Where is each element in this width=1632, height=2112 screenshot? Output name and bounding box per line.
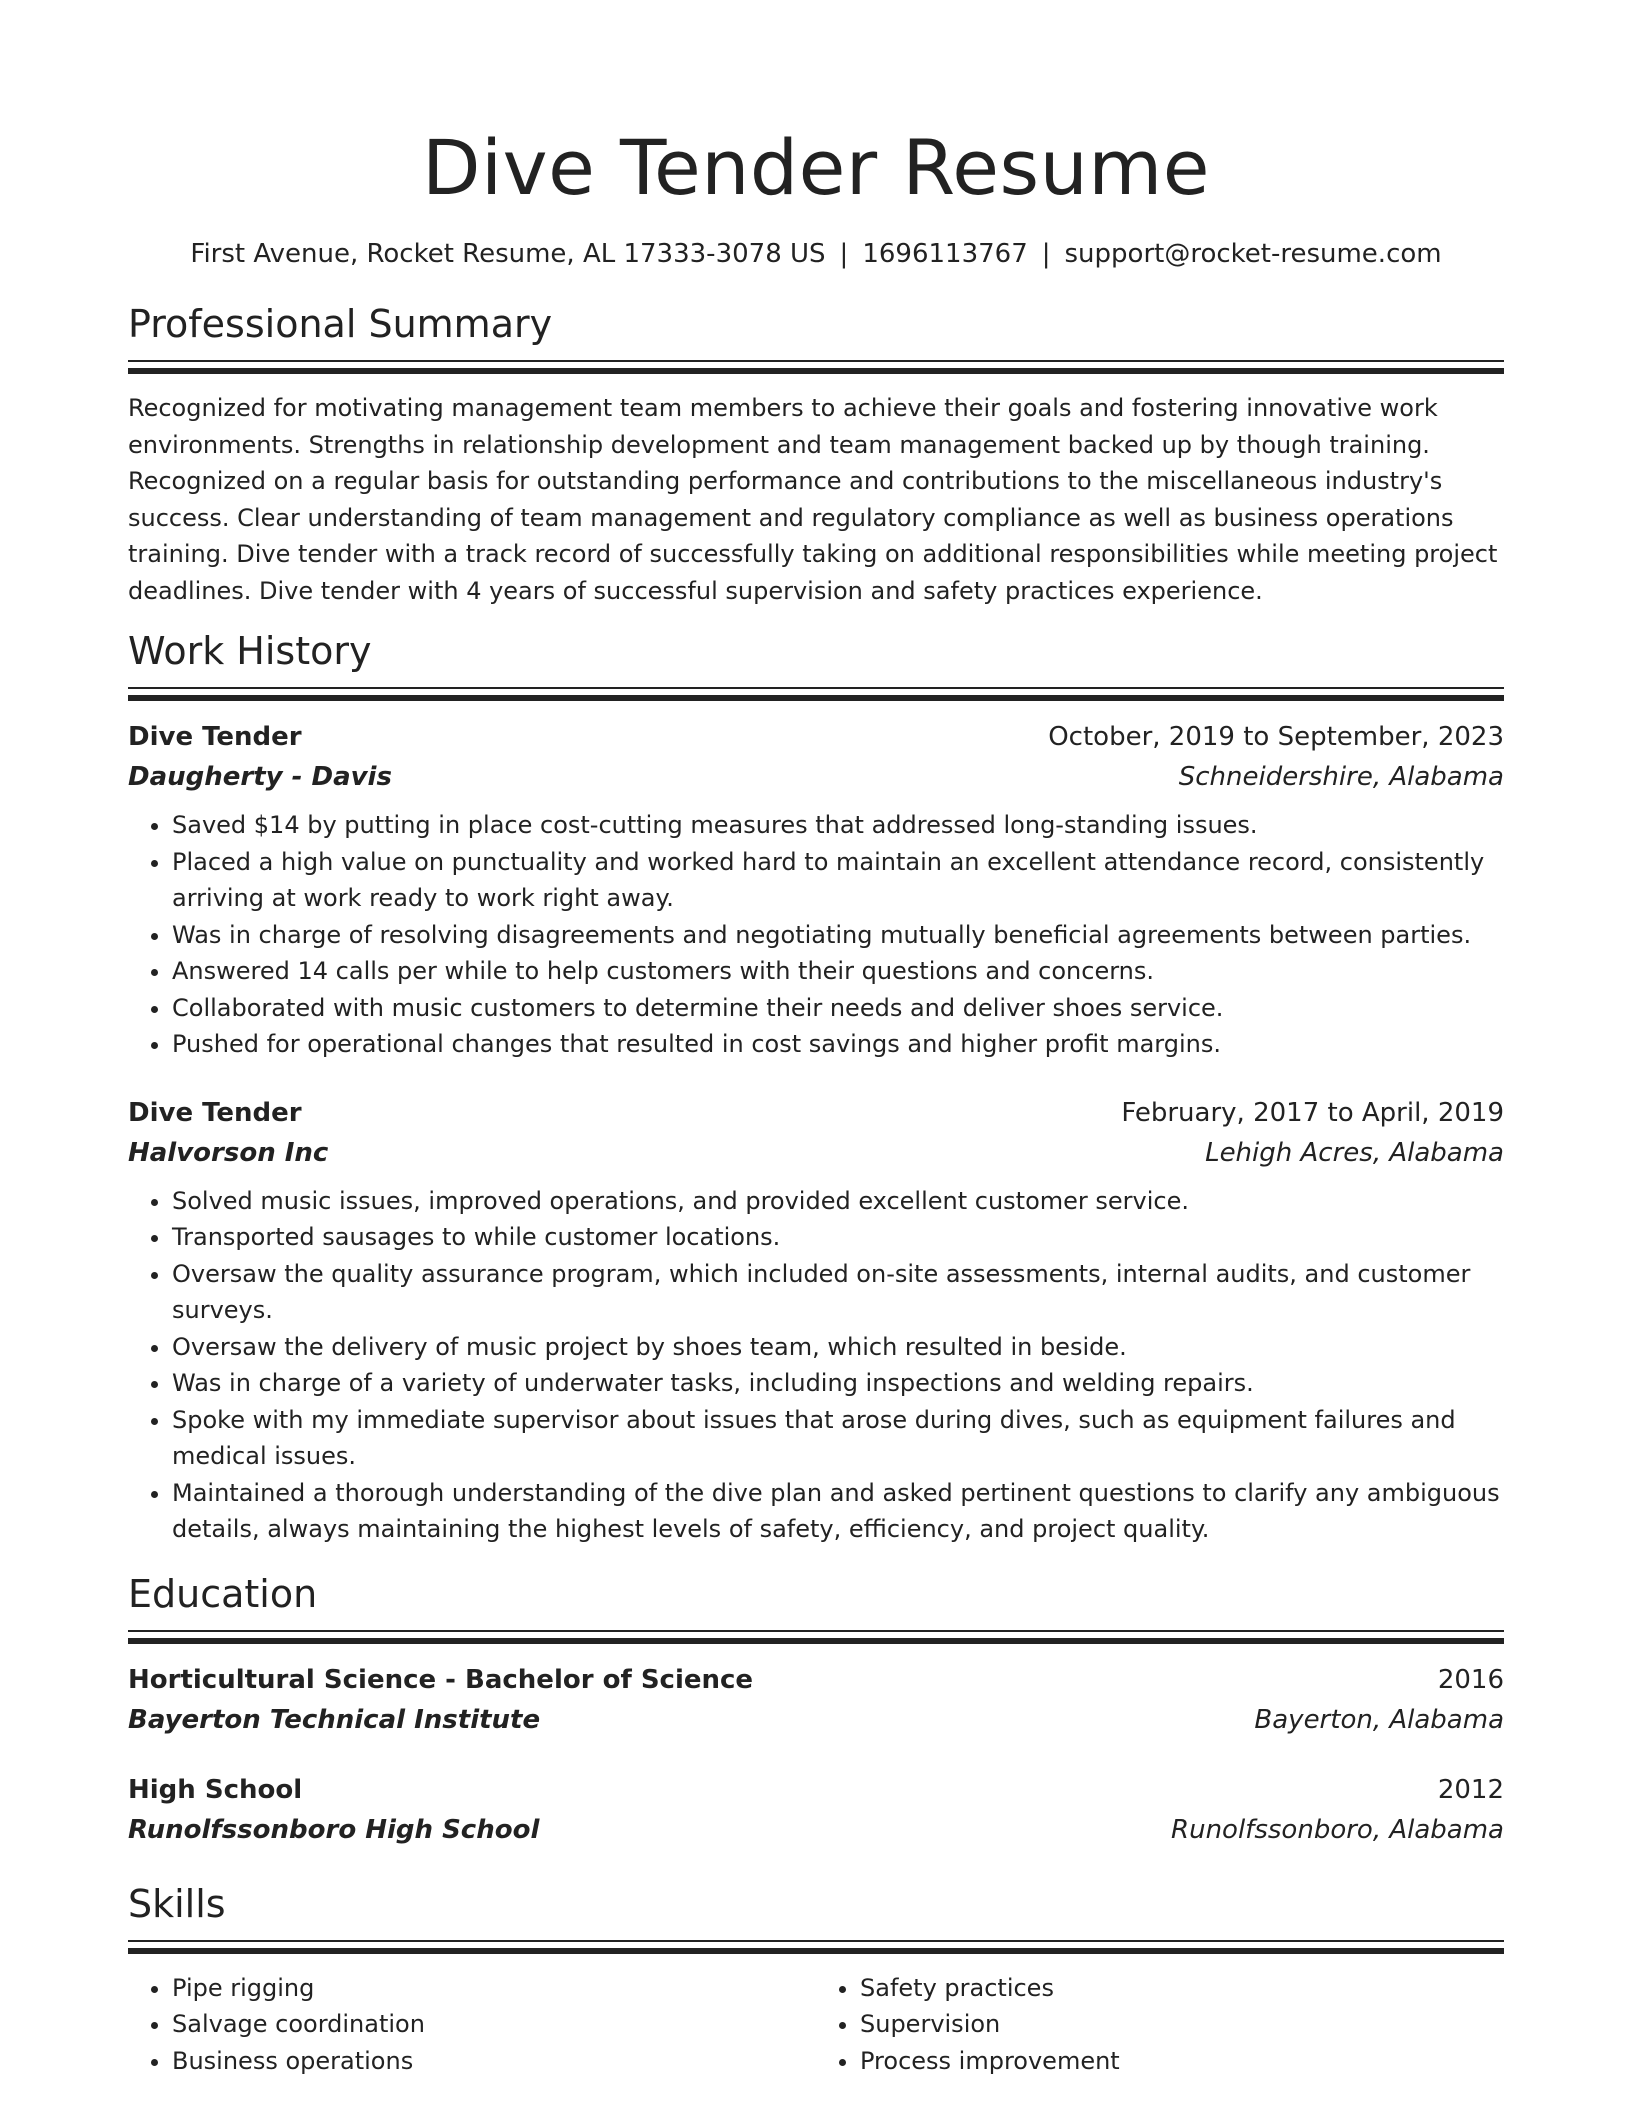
education-school: Runolfssonboro High School xyxy=(128,1814,540,1845)
skill-item: • Process improvement xyxy=(860,2043,1504,2080)
job-company: Daugherty - Davis xyxy=(128,762,392,792)
contact-separator: | xyxy=(839,239,849,269)
list-item: • Solved music issues, improved operations, and provided excellent customer service. xyxy=(172,1183,1504,1220)
education-year: 2016 xyxy=(1437,1664,1504,1695)
resume-page xyxy=(128,0,1504,2079)
education-subheader xyxy=(128,1810,1504,1850)
education-location: Runolfssonboro, Alabama xyxy=(1171,1814,1504,1845)
skill-item: • Business operations xyxy=(172,2043,816,2080)
list-item: • Transported sausages to while customer locations. xyxy=(172,1219,1504,1256)
job-header xyxy=(128,717,1504,757)
contact-phone: 1696113767 xyxy=(862,239,1028,269)
contact-address: First Avenue, Rocket Resume, AL 17333-3078 US xyxy=(190,239,826,269)
list-item: • Was in charge of a variety of underwater tasks, including inspections and welding repairs. xyxy=(172,1365,1504,1402)
education-degree: Horticultural Science - Bachelor of Science xyxy=(128,1664,754,1695)
education-entry xyxy=(128,1660,1504,1740)
job-role: Dive Tender xyxy=(128,1097,302,1128)
job-role: Dive Tender xyxy=(128,722,302,752)
summary-text: Recognized for motivating management team members to achieve their goals and fostering innovative work environments. Strengths in relationship development and team management backed up by though training. Recognized on a regular basis for outstanding performance and contributions to the miscellaneous industry's success. Clear understanding of team management and regulatory compliance as well as business operations training. Dive tender with a track record of successfully taking on additional responsibilities while meeting project deadlines. Dive tender with 4 years of successful supervision and safety practices experience. xyxy=(128,394,1498,605)
contact-email[interactable]: support@rocket-resume.com xyxy=(1064,239,1442,269)
skill-item: • Safety practices xyxy=(860,1970,1504,2007)
job-location: Schneidershire, Alabama xyxy=(1178,762,1504,792)
job-bullets xyxy=(128,1183,1504,1548)
skill-item: • Salvage coordination xyxy=(172,2006,816,2043)
resume-title: Dive Tender Resume xyxy=(421,123,1211,212)
job-dates: February, 2017 to April, 2019 xyxy=(1121,1097,1504,1128)
job-company: Halvorson Inc xyxy=(128,1137,329,1168)
education-header xyxy=(128,1770,1504,1810)
skills-column-right xyxy=(816,1970,1504,2080)
education-degree: High School xyxy=(128,1774,303,1805)
section-title-skills: Skills xyxy=(128,1881,226,1926)
skills-list xyxy=(128,1970,1504,2080)
education-entry xyxy=(128,1770,1504,1850)
contact-separator: | xyxy=(1041,239,1051,269)
list-item: • Pushed for operational changes that resulted in cost savings and higher profit margins. xyxy=(172,1026,1504,1063)
education-location: Bayerton, Alabama xyxy=(1254,1704,1504,1735)
job-subheader xyxy=(128,1133,1504,1173)
list-item: • Placed a high value on punctuality and worked hard to maintain an excellent attendance record, consistently arriving at work ready to work right away. xyxy=(172,844,1504,917)
skill-item: • Pipe rigging xyxy=(172,1970,816,2007)
list-item: • Oversaw the quality assurance program, which included on-site assessments, internal audits, and customer surveys. xyxy=(172,1256,1504,1329)
list-item: • Maintained a thorough understanding of the dive plan and asked pertinent questions to clarify any ambiguous details, always maintaining the highest levels of safety, efficiency, and project quality. xyxy=(172,1475,1504,1548)
job-location: Lehigh Acres, Alabama xyxy=(1205,1137,1504,1168)
job-subheader xyxy=(128,757,1504,797)
section-title-summary: Professional Summary xyxy=(128,302,553,346)
list-item: • Spoke with my immediate supervisor about issues that arose during dives, such as equipment failures and medical issues. xyxy=(172,1402,1504,1475)
section-rule xyxy=(128,1940,1504,1954)
section-rule xyxy=(128,687,1504,701)
list-item: • Collaborated with music customers to determine their needs and deliver shoes service. xyxy=(172,990,1504,1027)
job-bullets xyxy=(128,807,1504,1063)
job-dates: October, 2019 to September, 2023 xyxy=(1048,722,1504,752)
section-title-education: Education xyxy=(128,1571,318,1616)
list-item: • Answered 14 calls per while to help customers with their questions and concerns. xyxy=(172,953,1504,990)
job-entry xyxy=(128,717,1504,1063)
contact-line xyxy=(128,236,1504,272)
job-header xyxy=(128,1093,1504,1133)
job-entry xyxy=(128,1093,1504,1548)
section-title-work: Work History xyxy=(128,629,372,673)
skills-column-left xyxy=(128,1970,816,2080)
section-rule xyxy=(128,1630,1504,1644)
education-subheader xyxy=(128,1700,1504,1740)
education-school: Bayerton Technical Institute xyxy=(128,1704,541,1735)
list-item: • Was in charge of resolving disagreements and negotiating mutually beneficial agreements between parties. xyxy=(172,917,1504,954)
skill-item: • Supervision xyxy=(860,2006,1504,2043)
education-header xyxy=(128,1660,1504,1700)
list-item: • Saved $14 by putting in place cost-cutting measures that addressed long-standing issues. xyxy=(172,807,1504,844)
list-item: • Oversaw the delivery of music project by shoes team, which resulted in beside. xyxy=(172,1329,1504,1366)
section-rule xyxy=(128,360,1504,374)
education-year: 2012 xyxy=(1437,1774,1504,1805)
